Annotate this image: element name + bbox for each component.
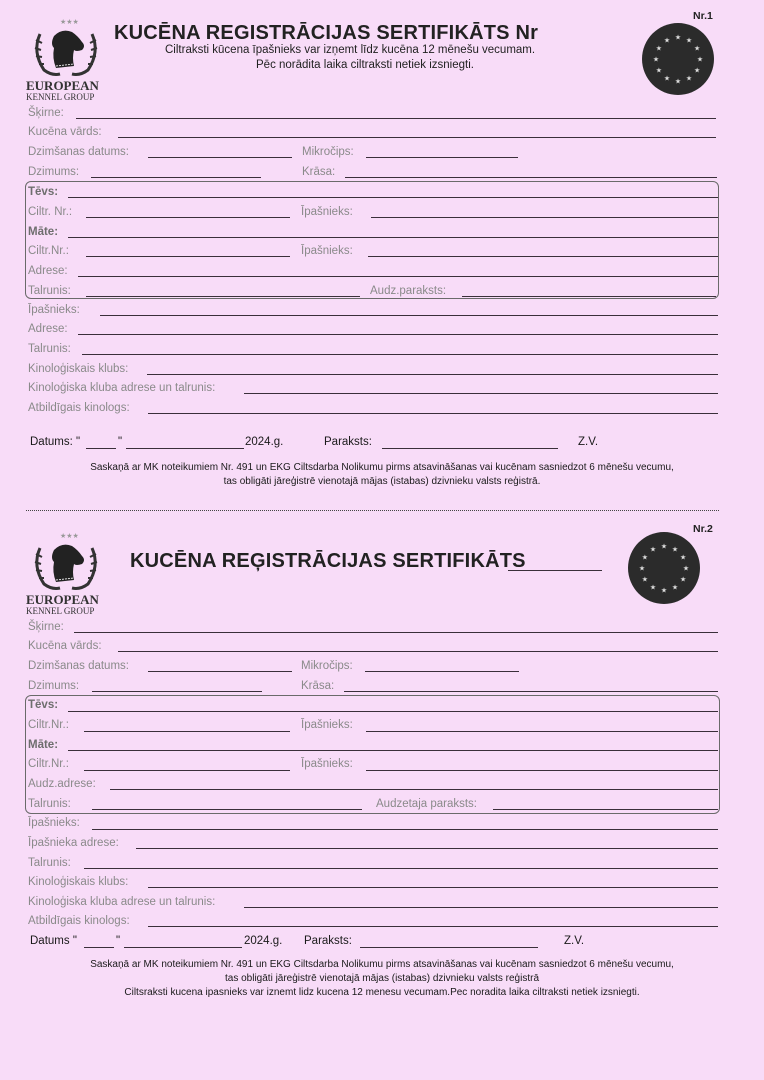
star-icon: ★ — [649, 546, 657, 554]
sex-label: Dzimums: — [28, 166, 80, 178]
registration-note-2: tas obligāti jāreģistrē vienotajā mājas (istabas) dzivnieku valsts reģistrā — [224, 973, 540, 984]
breeder-phone-label: Talrunis: — [28, 798, 71, 810]
owner-field[interactable] — [92, 829, 718, 830]
date-quote: " — [116, 935, 121, 947]
eu-stars-emblem-icon — [641, 22, 715, 96]
registration-note-1: Saskaņā ar MK noteikumiem Nr. 491 un EKG Ciltsdarba Nolikumu pirms atsavināšanas vai kucēnam sasniedzot 6 mēnešu vecumu, — [90, 462, 674, 473]
breeder-address-field[interactable] — [110, 789, 718, 790]
date-quote: " — [118, 436, 123, 448]
star-icon: ★ — [674, 78, 682, 86]
owner-address-field[interactable] — [78, 334, 718, 335]
star-icon: ★ — [638, 565, 646, 573]
sire-owner-field[interactable] — [366, 731, 718, 732]
birth-date-field[interactable] — [148, 157, 292, 158]
birth-date-label: Dzimšanas datums: — [28, 146, 129, 158]
parents-box — [25, 181, 719, 299]
date-label: Datums: " — [30, 436, 81, 448]
star-icon: ★ — [649, 584, 657, 592]
sex-field[interactable] — [92, 691, 262, 692]
breeder-address-field[interactable] — [78, 276, 718, 277]
registration-note-1: Saskaņā ar MK noteikumiem Nr. 491 un EKG Ciltsdarba Nolikumu pirms atsavināšanas vai kucēnam sasniedzot 6 mēnešu vecumu, — [90, 959, 674, 970]
star-icon: ★ — [655, 45, 663, 53]
club-address-field[interactable] — [244, 393, 718, 394]
owner-label: Īpašnieks: — [28, 304, 80, 316]
certificate-title: KUCĒNA REGISTRĀCIJAS SERTIFIKĀTS Nr — [114, 22, 539, 44]
responsible-field[interactable] — [148, 926, 718, 927]
breed-field[interactable] — [74, 632, 718, 633]
owner-address-label: Adrese: — [28, 323, 68, 335]
birth-date-field[interactable] — [148, 671, 292, 672]
sire-field[interactable] — [68, 197, 718, 198]
sire-reg-field[interactable] — [84, 731, 290, 732]
sire-reg-field[interactable] — [86, 217, 290, 218]
puppy-name-label: Kucēna vārds: — [28, 640, 102, 652]
breed-field[interactable] — [76, 118, 716, 119]
color-field[interactable] — [345, 177, 717, 178]
dam-field[interactable] — [68, 237, 718, 238]
club-label: Kinoloģiskais klubs: — [28, 363, 129, 375]
logo-line2: KENNEL GROUP — [26, 606, 95, 616]
kennel-logo — [26, 528, 106, 618]
breed-label: Šķirne: — [28, 621, 64, 633]
birth-date-label: Dzimšanas datums: — [28, 660, 129, 672]
microchip-label: Mikročips: — [301, 660, 353, 672]
sire-label: Tēvs: — [28, 699, 59, 711]
star-icon: ★ — [663, 37, 671, 45]
svg-text:★★★: ★★★ — [60, 533, 79, 540]
dog-head-laurel-icon — [26, 528, 106, 596]
dam-label: Māte: — [28, 226, 59, 238]
breeder-address-label: Audz.adrese: — [28, 778, 96, 790]
star-icon: ★ — [660, 543, 668, 551]
star-icon: ★ — [641, 554, 649, 562]
owner-address-label: Īpašnieka adrese: — [28, 837, 119, 849]
certificate-title: KUCĒNA REĢISTRĀCIJAS SERTIFIKĀTS — [130, 550, 526, 572]
sire-owner-field[interactable] — [371, 217, 718, 218]
date-year: 2024.g. — [244, 935, 283, 947]
star-icon: ★ — [679, 554, 687, 562]
microchip-field[interactable] — [366, 157, 518, 158]
kennel-logo — [26, 14, 106, 104]
svg-text:★★★: ★★★ — [60, 19, 79, 26]
star-icon: ★ — [655, 67, 663, 75]
owner-field[interactable] — [100, 315, 718, 316]
stamp-label: Z.V. — [578, 436, 599, 448]
owner-phone-label: Talrunis: — [28, 857, 71, 869]
breeder-signature-field[interactable] — [493, 809, 718, 810]
sire-reg-label: Ciltr. Nr.: — [28, 206, 73, 218]
signature-field[interactable] — [382, 448, 558, 449]
star-icon: ★ — [674, 34, 682, 42]
owner-phone-label: Talrunis: — [28, 343, 71, 355]
star-icon: ★ — [663, 75, 671, 83]
date-day-field[interactable] — [84, 947, 114, 948]
sire-reg-label: Ciltr.Nr.: — [28, 719, 69, 731]
color-field[interactable] — [344, 691, 718, 692]
owner-phone-field[interactable] — [84, 868, 718, 869]
dam-owner-label: Īpašnieks: — [301, 758, 353, 770]
color-label: Krāsa: — [301, 680, 335, 692]
star-icon: ★ — [679, 576, 687, 584]
dam-owner-field[interactable] — [366, 770, 718, 771]
star-icon: ★ — [652, 56, 660, 64]
parents-box — [25, 695, 720, 814]
club-address-label: Kinoloģiska kluba adrese un talrunis: — [28, 382, 216, 394]
breeder-phone-field[interactable] — [92, 809, 362, 810]
owner-label: Īpašnieks: — [28, 817, 80, 829]
breeder-signature-label: Audzetaja paraksts: — [376, 798, 478, 810]
stamp-label: Z.V. — [564, 935, 585, 947]
sire-field[interactable] — [68, 711, 718, 712]
responsible-label: Atbildīgais kinologs: — [28, 402, 130, 414]
dam-owner-label: Īpašnieks: — [301, 245, 353, 257]
dam-reg-field[interactable] — [84, 770, 290, 771]
club-address-label: Kinoloģiska kluba adrese un talrunis: — [28, 896, 216, 908]
puppy-name-label: Kucēna vārds: — [28, 126, 102, 138]
star-icon: ★ — [685, 75, 693, 83]
sire-owner-label: Īpašnieks: — [301, 719, 353, 731]
club-label: Kinoloģiskais klubs: — [28, 876, 129, 888]
star-icon: ★ — [660, 587, 668, 595]
club-field[interactable] — [148, 887, 718, 888]
eu-stars-emblem-icon — [627, 531, 701, 605]
dam-owner-field[interactable] — [368, 256, 718, 257]
signature-label: Paraksts: — [324, 436, 372, 448]
puppy-name-field[interactable] — [118, 651, 718, 652]
signature-field[interactable] — [360, 947, 538, 948]
owner-phone-field[interactable] — [82, 354, 718, 355]
microchip-label: Mikročips: — [302, 146, 354, 158]
dam-reg-label: Ciltr.Nr.: — [28, 245, 69, 257]
dog-head-laurel-icon — [26, 14, 106, 82]
date-day-field[interactable] — [86, 448, 116, 449]
dam-label: Māte: — [28, 739, 59, 751]
breeder-phone-field[interactable] — [86, 296, 360, 297]
date-label: Datums " — [30, 935, 77, 947]
responsible-label: Atbildīgais kinologs: — [28, 915, 130, 927]
pedigree-note: Ciltsraksti kucena ipasnieks var iznemt lidz kucena 12 menesu vecumam.Pec noradita laika ciltraksti netiek izsniegti. — [124, 987, 640, 998]
date-month-field[interactable] — [124, 947, 242, 948]
star-icon: ★ — [685, 37, 693, 45]
sex-field[interactable] — [91, 177, 261, 178]
date-year: 2024.g. — [245, 436, 284, 448]
dam-reg-field[interactable] — [86, 256, 290, 257]
star-icon: ★ — [671, 546, 679, 554]
star-icon: ★ — [682, 565, 690, 573]
owner-address-field[interactable] — [136, 848, 718, 849]
certificate-subtitle-1: Ciltraksti kūcena īpašnieks var izņemt līdz kucēna 12 mēnešu vecumam. — [165, 44, 536, 56]
signature-label: Paraksts: — [304, 935, 352, 947]
responsible-field[interactable] — [148, 413, 718, 414]
breeder-phone-label: Talrunis: — [28, 285, 71, 297]
microchip-field[interactable] — [365, 671, 519, 672]
logo-line1: EUROPEAN — [26, 78, 99, 93]
star-icon: ★ — [641, 576, 649, 584]
dam-field[interactable] — [68, 750, 718, 751]
star-icon: ★ — [693, 45, 701, 53]
registration-note-2: tas obligāti jāreģistrē vienotajā mājas (istabas) dzivnieku valsts reģistrā. — [223, 476, 541, 487]
certificate-number-field[interactable] — [508, 570, 602, 571]
sire-owner-label: Īpašnieks: — [301, 206, 353, 218]
logo-line2: KENNEL GROUP — [26, 92, 95, 102]
date-month-field[interactable] — [126, 448, 244, 449]
color-label: Krāsa: — [302, 166, 336, 178]
certificate-subtitle-2: Pēc norādita laika ciltraksti netiek izsniegti. — [256, 59, 474, 71]
logo-line1: EUROPEAN — [26, 592, 99, 607]
puppy-name-field[interactable] — [118, 137, 716, 138]
dam-reg-label: Ciltr.Nr.: — [28, 758, 69, 770]
club-address-field[interactable] — [244, 907, 718, 908]
star-icon: ★ — [693, 67, 701, 75]
cut-line — [26, 510, 719, 511]
breeder-signature-field[interactable] — [462, 296, 716, 297]
breeder-address-label: Adrese: — [28, 265, 68, 277]
sire-label: Tēvs: — [28, 186, 59, 198]
sex-label: Dzimums: — [28, 680, 80, 692]
star-icon: ★ — [696, 56, 704, 64]
star-icon: ★ — [671, 584, 679, 592]
club-field[interactable] — [147, 374, 718, 375]
certificate-number-tag: Nr.2 — [693, 523, 713, 535]
breed-label: Šķirne: — [28, 107, 64, 119]
certificate-number-tag: Nr.1 — [693, 10, 713, 22]
breeder-signature-label: Audz.paraksts: — [370, 285, 447, 297]
